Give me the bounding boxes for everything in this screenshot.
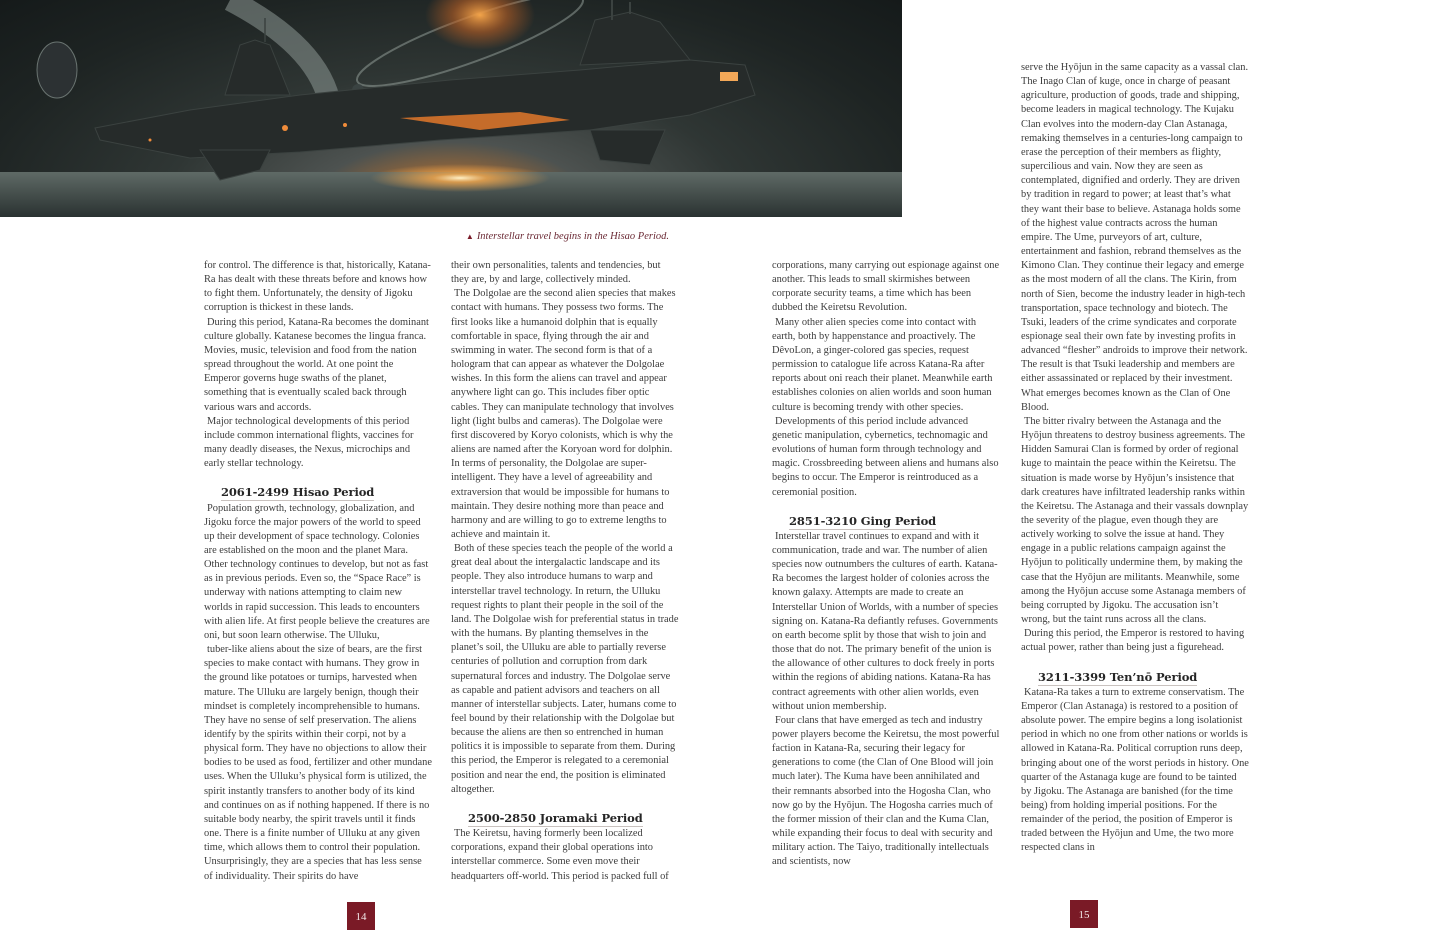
page-15-column-2 (1021, 61, 1249, 856)
page-14-column-1 (204, 259, 432, 884)
page-14-column-2 (451, 259, 679, 884)
page-15-column-1 (772, 259, 1000, 870)
paragraph: Major technological developments of this period include common international flights, vaccines for many deadly diseases, the Nexus, microchips and early stellar technology. (204, 415, 414, 470)
section-heading-hisao-period: 2061-2499 Hisao Period (221, 485, 375, 500)
spaceship-illustration (0, 0, 902, 217)
caption-triangle-icon: ▲ (465, 232, 474, 241)
section-heading-tenno-period: 3211-3399 Ten’nō Period (1038, 669, 1198, 684)
paragraph: for control. The difference is that, historically, Katana-Ra has dealt with these threats before and knows how to fight them. Unfortunately, the density of Jigoku corruption is thickest in these lands. (204, 260, 431, 314)
paragraph: The Keiretsu, having formerly been localized corporations, expand their global operations into interstellar commerce. Some even move their headquarters off-world. This period is packed full of (451, 828, 669, 882)
paragraph: Both of these species teach the people of the world a great deal about the intergalactic landscape and its people. They also introduce humans to warp and interstellar travel technology. In return, the Ulluku request rights to plant their people in the soil of the land. The Dolgolae wish for preferential status in trade with the humans. By planting themselves in the planet’s soil, the Ulluku are able to partially reverse centuries of pollution and corruption from dark supernatural forces and industry. The Dolgolae serve as capable and patient advisors and teachers on all manner of interstellar subjects. Later, humans come to feel bound by their relationship with the Dolgolae but because the aliens are then so entrenched in human politics it is impossible to separate from them. During this period, the Emperor is relegated to a ceremonial position and near the end, the position is eliminated altogether. (451, 543, 679, 795)
paragraph: During this period, Katana-Ra becomes the dominant culture globally. Katanese becomes the lingua franca. Movies, music, television and food from the nation spread throughout the world. At one point the Emperor governs huge swaths of the planet, something that is eventually scaled back through various wars and accords. (204, 316, 429, 413)
section-heading-ging-period: 2851-3210 Ging Period (789, 513, 937, 528)
paragraph: Four clans that have emerged as tech and industry power players become the Keiretsu, the most powerful faction in Katana-Ra, securing their legacy for generations to come (the Clan of One Blood will join much later). The Kuma have been annihilated and their remnants absorbed into the Hogosha Clan, who now go by the Hyōjun. The Hogosha carries much of the former mission of their clan and the Kuma Clan, while expanding their focus to deal with security and military action. The Taiyo, traditionally intellectuals and scientists, now (772, 714, 1000, 868)
section-heading-joramaki-period: 2500-2850 Joramaki Period (468, 810, 643, 825)
paragraph: tuber-like aliens about the size of bears, are the first species to make contact with humans. They grow in the ground like potatoes or turnips, harvested when mature. The Ulluku are largely benign, though their mindset is completely incomprehensible to humans. They have no sense of self preservation. The aliens identify by the spirits within their corpi, not by a physical form. They have no objections to allow their bodies to be used as food, fertilizer and other mundane uses. When the Ulluku’s physical form is utilized, the spirit instantly transfers to another body of its kind and continues on as if nothing happened. If there is no suitable body nearby, the spirit travels until it finds one. There is a finite number of Ulluku at any given time, which allows them to control their population. Unsurprisingly, they are a species that has less sense of individuality. Their spirits do have (204, 644, 432, 882)
paragraph: Developments of this period include advanced genetic manipulation, cybernetics, technomagic and evolutions of human form through technology and magic. Crossbreeding between aliens and humans also begins to occur. The Emperor is reintroduced as a ceremonial position. (772, 415, 999, 498)
illustration-caption (420, 231, 669, 242)
paragraph: serve the Hyōjun in the same capacity as a vassal clan. The Inago Clan of kuge, once in charge of peasant agriculture, production of goods, trade and shipping, become leaders in magical technology. The Kujaku Clan evolves into the modern-day Clan Astanaga, remaking themselves in a centuries-long campaign to erase the perception of their members as flighty, supercilious and vain. Now they are seen as contemplated, dignified and orderly. They are driven by tradition in regard to power; at least that’s what they want their base to believe. Astanaga holds some of the highest value contracts across the human empire. The Ume, purveyors of art, culture, entertainment and fashion, rebrand themselves as the Kimono Clan. They continue their legacy and emerge as the most modern of all the clans. The Kirin, from north of Sien, become the industry leader in high-tech transportation, space technology and biotech. The Tsuki, leaders of the crime syndicates and corporate espionage seal their own fate by investing profits in advanced “flesher” androids to improve their network. The result is that Tsuki leadership and members are either assassinated or replaced by their investment. What emerges becomes known as the Clan of One Blood. (1021, 62, 1249, 413)
paragraph: their own personalities, talents and tendencies, but they are, by and large, collectively minded. (451, 260, 661, 286)
paragraph: The Dolgolae are the second alien species that makes contact with humans. They possess two forms. The first looks like a humanoid dolphin that is equally comfortable in space, flying through the air and swimming in water. The second form is that of a hologram that can appear as whatever the Dolgolae wishes. In this form the aliens can travel and appear anywhere light can go. This includes fiber optic cables. They can manipulate technology that involves light (light bulbs and cameras). The Dolgolae were first discovered by Koryo colonists, which is why the aliens are named after the Koryoan word for dolphin. In terms of personality, the Dolgolae are super-intelligent. They have a level of agreeability and extraversion that would be impossible for humans to maintain. They desire nothing more than peace and harmony and are willing to go to extreme lengths to achieve and maintain it. (451, 288, 676, 540)
paragraph: Katana-Ra takes a turn to extreme conservatism. The Emperor (Clan Astanaga) is restored to a position of absolute power. The empire begins a long isolationist period in which no one from other nations or worlds is allowed in Katana-Ra. Political corruption runs deep, bringing about one of the worst periods in history. One quarter of the Astanaga kuge are found to be tainted by Jigoku. The Astanaga are banished (for the time being) from holding imperial positions. For the remainder of the period, the position of Emperor is traded between the Hyōjun and Ume, the two more respected clans in (1021, 686, 1249, 854)
page-number-14: 14 (347, 902, 375, 930)
paragraph: During this period, the Emperor is restored to having actual power, rather than being just a figurehead. (1021, 628, 1245, 654)
caption-text: Interstellar travel begins in the Hisao Period. (476, 231, 669, 242)
paragraph: Interstellar travel continues to expand and with it communication, trade and war. The number of alien species now outnumbers the cultures of earth. Katana-Ra becomes the largest holder of colonies across the known galaxy. Attempts are made to create an Interstellar Union of Worlds, with a number of species signing on. Katana-Ra defiantly refuses. Governments on earth become split by those that wish to join and those that do not. The primary benefit of the union is the allowance of other cultures to dock freely in ports within the regions of abiding nations. Katana-Ra has contract agreements with other alien worlds, even without union membership. (772, 530, 999, 712)
paragraph: The bitter rivalry between the Astanaga and the Hyōjun threatens to destroy business agreements. The Hidden Samurai Clan is formed by order of regional kuge to maintain the peace within the Keiretsu. The situation is made worse by Hyōjun’s insistence that dark creatures have infiltrated leadership ranks within the Keiretsu. The Astanaga and their vassals downplay the severity of the plague, even though they are actively working to solve the issue at hand. They engage in a public relations campaign against the Hyōjun to politically undermine them, by making the case that the Hyōjun are militants. Meanwhile, some among the Hyōjun accuse some Astanaga members of being corrupted by Jigoku. The accusation isn’t wrong, but the taint runs across all the clans. (1021, 415, 1249, 626)
paragraph: Population growth, technology, globalization, and Jigoku force the major powers of the world to speed up their development of space technology. Colonies are established on the moon and the planet Mara. Other technology continues to develop, but not as fast as in previous periods. Even so, the “Space Race” is underway with nations attempting to claim new worlds in rapid succession. This leads to encounters with alien life. At first people believe the creatures are oni, but soon learn otherwise. The Ulluku, (204, 502, 430, 641)
paragraph: Many other alien species come into contact with earth, both by happenstance and proactively. The DêvoLon, a ginger-colored gas species, request permission to catalogue life across Katana-Ra after reports about oni reach their planet. Meanwhile earth establishes colonies on alien worlds and soon human culture is becoming trendy with other species. (772, 316, 993, 413)
spaceship-scene-graphic (0, 0, 902, 217)
page-number-15: 15 (1070, 900, 1098, 928)
paragraph: corporations, many carrying out espionage against one another. This leads to small skirmishes between corporate security teams, a time which has been dubbed the Keiretsu Revolution. (772, 260, 1000, 314)
